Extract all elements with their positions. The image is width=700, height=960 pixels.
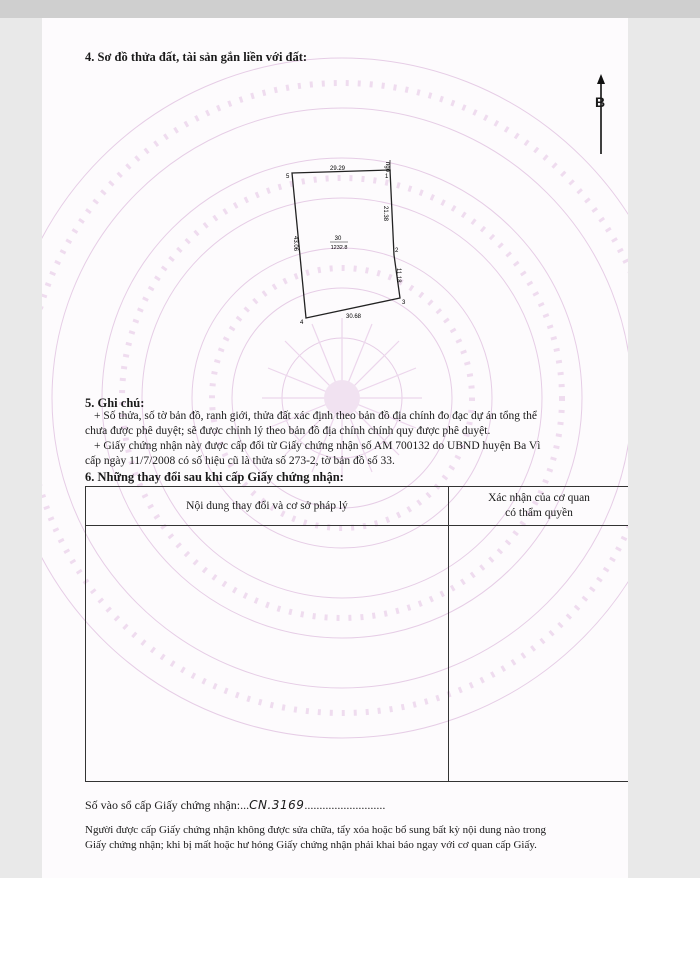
parcel-area: 1232.8: [330, 245, 348, 251]
confirmation-line-1: Xác nhận của cơ quan: [488, 492, 590, 504]
edge-left-length: 43.06: [292, 236, 298, 252]
section-5-title: 5. Ghi chú:: [85, 396, 145, 410]
note-line: + Số thửa, số tờ bản đồ, ranh giới, thửa đất xác định theo bản đồ địa chính đo đạc dự án tổng thể: [94, 410, 537, 422]
footer-line: Người được cấp Giấy chứng nhận không được sửa chữa, tẩy xóa hoặc bổ sung bất kỳ nội dung nào trong: [85, 824, 547, 836]
section-4-title: 4. Sơ đồ thửa đất, tài sản gắn liền với đất:: [85, 50, 308, 64]
land-plot-diagram: [272, 148, 422, 348]
confirmation-line-2: có thẩm quyền: [505, 507, 573, 519]
point-3: 3: [402, 300, 406, 306]
point-2: 2: [395, 248, 399, 254]
changes-col-content: Nội dung thay đổi và cơ sở pháp lý: [86, 487, 449, 526]
edge-top-length: 29.29: [330, 166, 346, 172]
document-page: [42, 18, 628, 878]
note-line: chưa được phê duyệt; sẽ được chỉnh lý theo bản đồ địa chính chính quy được phê duyệt.: [85, 425, 491, 437]
registry-handwritten-number: CN.3169: [249, 798, 305, 812]
viewer-bottom-area: [0, 878, 700, 960]
edge-bottom-length: 30.68: [346, 314, 362, 320]
plot-boundary: [292, 170, 400, 318]
point-4: 4: [300, 320, 304, 326]
note-line: cấp ngày 11/7/2008 có số hiệu cũ là thửa số 273-2, tờ bản đồ số 33.: [85, 455, 395, 467]
north-arrow: [594, 74, 608, 161]
changes-confirmation-cell: [449, 526, 629, 782]
edge-right-lower-length: 11.18: [395, 268, 401, 283]
north-arrow-icon: [594, 74, 608, 156]
footer-line: Giấy chứng nhận; khi bị mất hoặc hư hỏng Giấy chứng nhận phải khai báo ngay với cơ quan cấp Giấy.: [85, 839, 537, 851]
parcel-number: 30: [334, 236, 342, 242]
edge-right-upper-length: 21.38: [382, 206, 388, 222]
changes-col-confirmation: [449, 487, 629, 526]
point-5: 5: [286, 174, 290, 180]
point-1: 1: [385, 174, 389, 180]
registry-number: [85, 798, 385, 813]
north-label: B: [595, 94, 606, 110]
registry-dots: ...........................: [304, 798, 386, 812]
changes-table: [85, 486, 628, 782]
changes-content-cell: [86, 526, 449, 782]
section-6-title: 6. Những thay đổi sau khi cấp Giấy chứng nhận:: [85, 470, 344, 484]
registry-label: Số vào sổ cấp Giấy chứng nhận:...: [85, 798, 250, 812]
viewer-top-bar: [0, 0, 700, 18]
note-line: + Giấy chứng nhận này được cấp đổi từ Giấy chứng nhận số AM 700132 do UBND huyện Ba Vì: [94, 440, 541, 452]
road-label: ngõ: [384, 162, 390, 173]
